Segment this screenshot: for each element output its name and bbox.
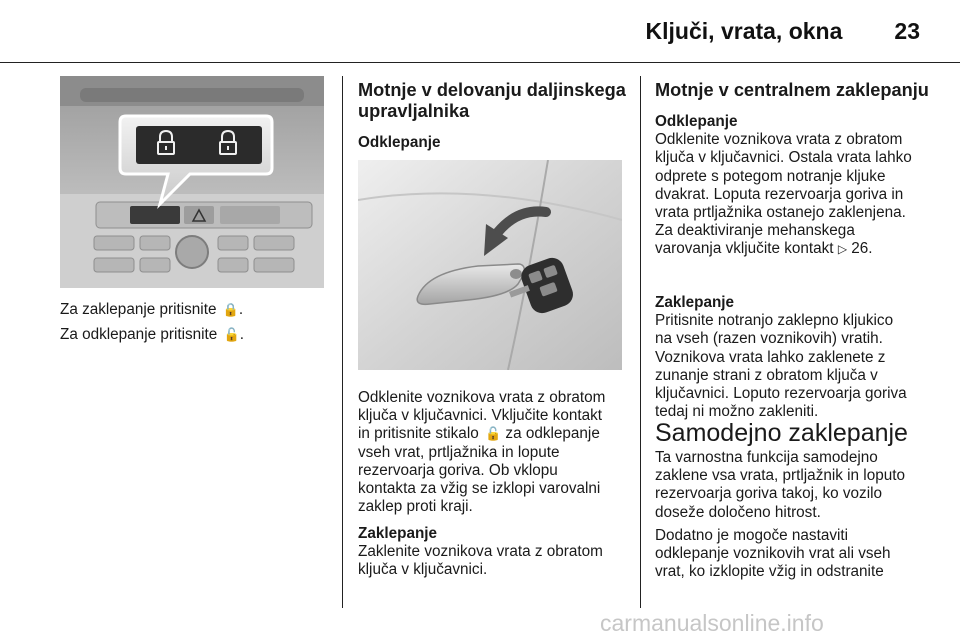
column-3-extra-body bbox=[655, 527, 955, 582]
paragraph-line: Zaklenite voznikova vrata z obratom bbox=[358, 543, 603, 561]
column-1-text bbox=[60, 301, 330, 344]
lock-icon: 🔒 bbox=[222, 302, 239, 317]
paragraph-line: ključa v ključavnici. Vključite kontakt bbox=[358, 407, 602, 425]
paragraph-line: odklepanje voznikovih vrat ali vseh bbox=[655, 545, 891, 563]
key-in-door-illustration bbox=[358, 160, 622, 370]
paragraph-line: zaklene vsa vrata, prtljažnik in loputo bbox=[655, 467, 905, 485]
page-header bbox=[646, 18, 920, 45]
column-3-locking bbox=[655, 294, 955, 421]
paragraph-line: na vseh (razen voznikovih) vratih. bbox=[655, 330, 883, 348]
paragraph-line: vrat, ko izklopite vžig in odstranite bbox=[655, 563, 884, 581]
paragraph-line: Odklenite voznikova vrata z obratom bbox=[358, 389, 606, 406]
paragraph-line: zaklep proti kraji. bbox=[358, 498, 473, 516]
paragraph-line: in pritisnite stikalo 🔓 za odklepanje bbox=[358, 425, 600, 443]
section-heading-automatic-locking: Samodejno zaklepanje bbox=[655, 419, 908, 447]
header-rule bbox=[0, 62, 960, 63]
column-2-locking bbox=[358, 525, 633, 580]
paragraph-line: Za deaktiviranje mehanskega bbox=[655, 222, 855, 240]
page-title: Ključi, vrata, okna bbox=[645, 18, 843, 44]
paragraph-line: ključa v ključavnici. bbox=[358, 561, 488, 579]
paragraph-line: Odklenite voznikova vrata z obratom bbox=[655, 131, 903, 149]
paragraph-line: tedaj ni možno zakleniti. bbox=[655, 403, 819, 421]
section-heading-line-2: upravljalnika bbox=[358, 101, 470, 121]
key-in-door-photo bbox=[358, 160, 622, 370]
paragraph-line: rezervoarja goriva takoj, ko vozilo bbox=[655, 485, 883, 503]
column-divider-2 bbox=[640, 76, 641, 608]
paragraph-line: vrata prtljažnika ostanejo zaklenjena. bbox=[655, 204, 906, 222]
paragraph-line: Pritisnite notranjo zaklepno kljukico bbox=[655, 312, 894, 330]
subheading-locking: Zaklepanje bbox=[358, 525, 438, 542]
section-heading-line-1: Motnje v delovanju daljinskega bbox=[358, 80, 626, 100]
subheading-locking: Zaklepanje bbox=[655, 294, 735, 311]
paragraph-line: ključa v ključavnici. Ostala vrata lahko bbox=[655, 149, 912, 167]
paragraph-line: Dodatno je mogoče nastaviti bbox=[655, 527, 849, 544]
column-2-heading bbox=[358, 80, 628, 122]
paragraph-line: kontakta za vžig se izklopi varovalni bbox=[358, 480, 601, 498]
page-reference-arrow-icon: ▷ bbox=[837, 242, 848, 257]
paragraph-line: Ta varnostna funkcija samodejno bbox=[655, 449, 878, 466]
paragraph-line: doseže določeno hitrost. bbox=[655, 503, 821, 521]
unlock-icon: 🔓 bbox=[484, 426, 502, 442]
paragraph-line: zunanje strani z obratom ključa v bbox=[655, 366, 878, 384]
unlock-icon: 🔓 bbox=[223, 327, 240, 343]
paragraph-line: rezervoarja goriva. Ob vklopu bbox=[358, 461, 558, 479]
section-heading-central-locking: Motnje v centralnem zaklepanju bbox=[655, 80, 929, 100]
paragraph-line: odprete s potegom notranje kljuke bbox=[655, 167, 886, 185]
watermark: carmanualsonline.info bbox=[600, 610, 824, 636]
column-3-unlocking bbox=[655, 113, 955, 259]
subheading-unlocking: Odklepanje bbox=[358, 134, 441, 151]
column-2-body bbox=[358, 389, 633, 516]
paragraph-line: varovanja vključite kontakt ▷ 26. bbox=[655, 240, 873, 258]
column-divider-1 bbox=[342, 76, 343, 608]
paragraph-line: dvakrat. Loputa rezervoarja goriva in bbox=[655, 185, 904, 203]
unlock-instruction: Za odklepanje pritisnite 🔓. bbox=[60, 326, 244, 344]
paragraph-line: vseh vrat, prtljažnika in lopute bbox=[358, 443, 560, 461]
paragraph-line: ključavnici. Loputo rezervoarja goriva bbox=[655, 385, 907, 403]
column-3-auto-locking-body bbox=[655, 449, 955, 522]
subheading-unlocking: Odklepanje bbox=[655, 113, 738, 130]
lock-instruction: Za zaklepanje pritisnite 🔒. bbox=[60, 301, 244, 318]
center-console-photo bbox=[60, 76, 324, 288]
paragraph-line: Voznikova vrata lahko zaklenete z bbox=[655, 348, 886, 366]
page-number: 23 bbox=[894, 18, 920, 44]
center-console-illustration bbox=[60, 76, 324, 288]
